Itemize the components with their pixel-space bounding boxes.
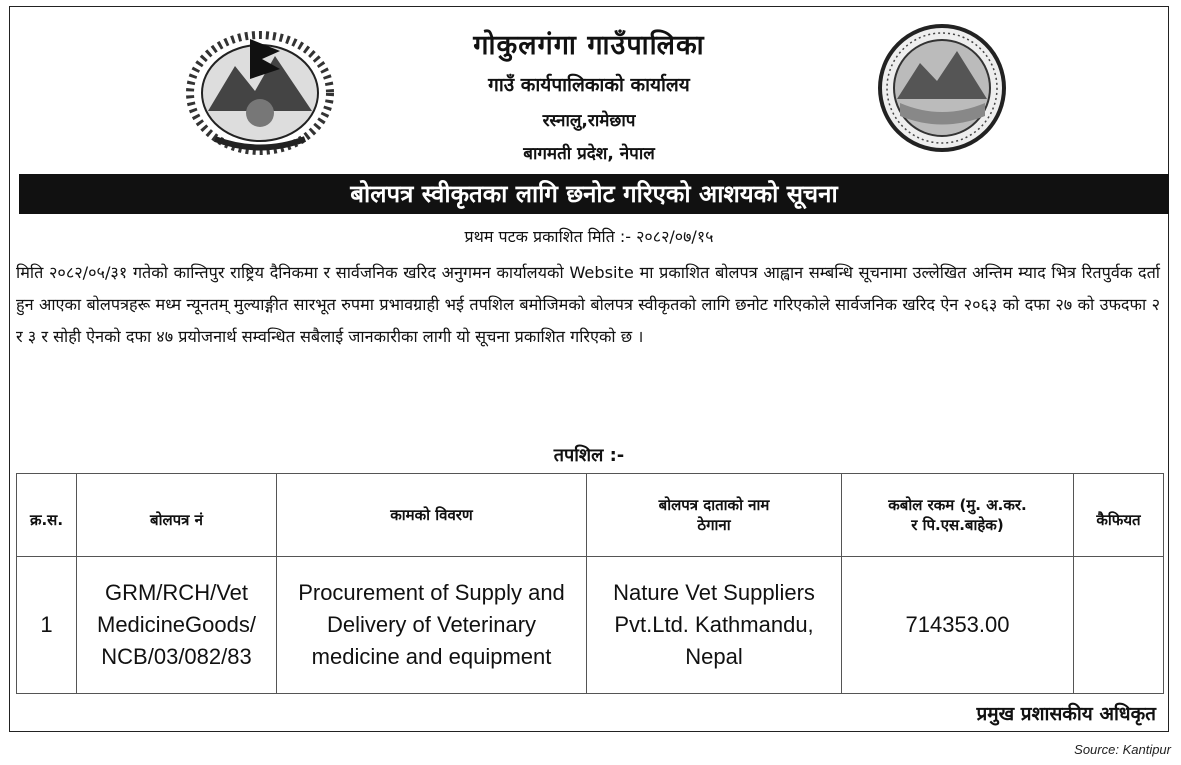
cell-bidder: Nature Vet Suppliers Pvt.Ltd. Kathmandu, Nepal [587,557,842,694]
org-name: गोकुलगंगा गाउँपालिका [473,30,705,61]
notice-body: मिति २०८२/०५/३१ गतेको कान्तिपुर राष्ट्रिय दैनिकमा र सार्वजनिक खरिद अनुगमन कार्यालयको Website मा प्रकाशित बोलपत्र आह्वान सम्बन्धि सूचनामा उल्लेखित अन्तिम म्याद भित्र रितपुर्वक दर्ता हुन आएका बोलपत्रहरू मध्म न्यूनतम् मुल्याङ्गीत सारभूत रुपमा प्रभावग्राही भई तपशिल बमोजिमको बोलपत्र स्वीकृतको लागि छनोट गरिएकोले सार्वजनिक खरिद ऐन २०६३ को दफा २७ को उफदफा २ र ३ र सोही ऐनको दफा ४७ प्रयोजनार्थ सम्वन्धित सबैलाई जानकारीका लागी यो सूचना प्रकाशित गरिएको छ । [16,263,1160,346]
cell-amount: 714353.00 [842,557,1074,694]
header-amount [842,474,1074,557]
header-remarks: कैफियत [1074,474,1164,557]
province-line: बागमती प्रदेश, नेपाल [523,144,655,164]
office-name: गाउँ कार्यपालिकाको कार्यालय [488,74,690,96]
cell-remarks [1074,557,1164,694]
header-amount-line1: कबोल रकम (मु. अ.कर. [888,496,1027,514]
header-bidder-line2: ठेगाना [697,516,731,534]
table-header-row [17,474,1164,557]
table-row [17,557,1164,694]
cell-sn: 1 [17,557,77,694]
notice-frame [9,6,1169,732]
header-bidder-line1: बोलपत्र दाताको नाम [658,496,770,514]
cell-bid-no: GRM/RCH/Vet MedicineGoods/ NCB/03/082/83 [77,557,277,694]
notice-title: बोलपत्र स्वीकृतका लागि छनोट गरिएको आशयको सूचना [19,174,1169,214]
header-bid-no: बोलपत्र नं [77,474,277,557]
source-credit: Source: Kantipur [1074,742,1171,757]
cell-work-desc: Procurement of Supply and Delivery of Veterinary medicine and equipment [277,557,587,694]
header-amount-line2: र पि.एस.बाहेक) [911,516,1004,534]
address-line: रस्नालु,रामेछाप [542,111,636,131]
publish-date: प्रथम पटक प्रकाशित मिति :- २०८२/०७/१५ [464,227,714,246]
header-sn: क्र.स. [17,474,77,557]
bid-table [16,473,1164,694]
header-bidder [587,474,842,557]
signature: प्रमुख प्रशासकीय अधिकृत [976,703,1156,725]
details-heading: तपशिल :- [553,445,625,466]
header-work-desc: कामको विवरण [277,474,587,557]
